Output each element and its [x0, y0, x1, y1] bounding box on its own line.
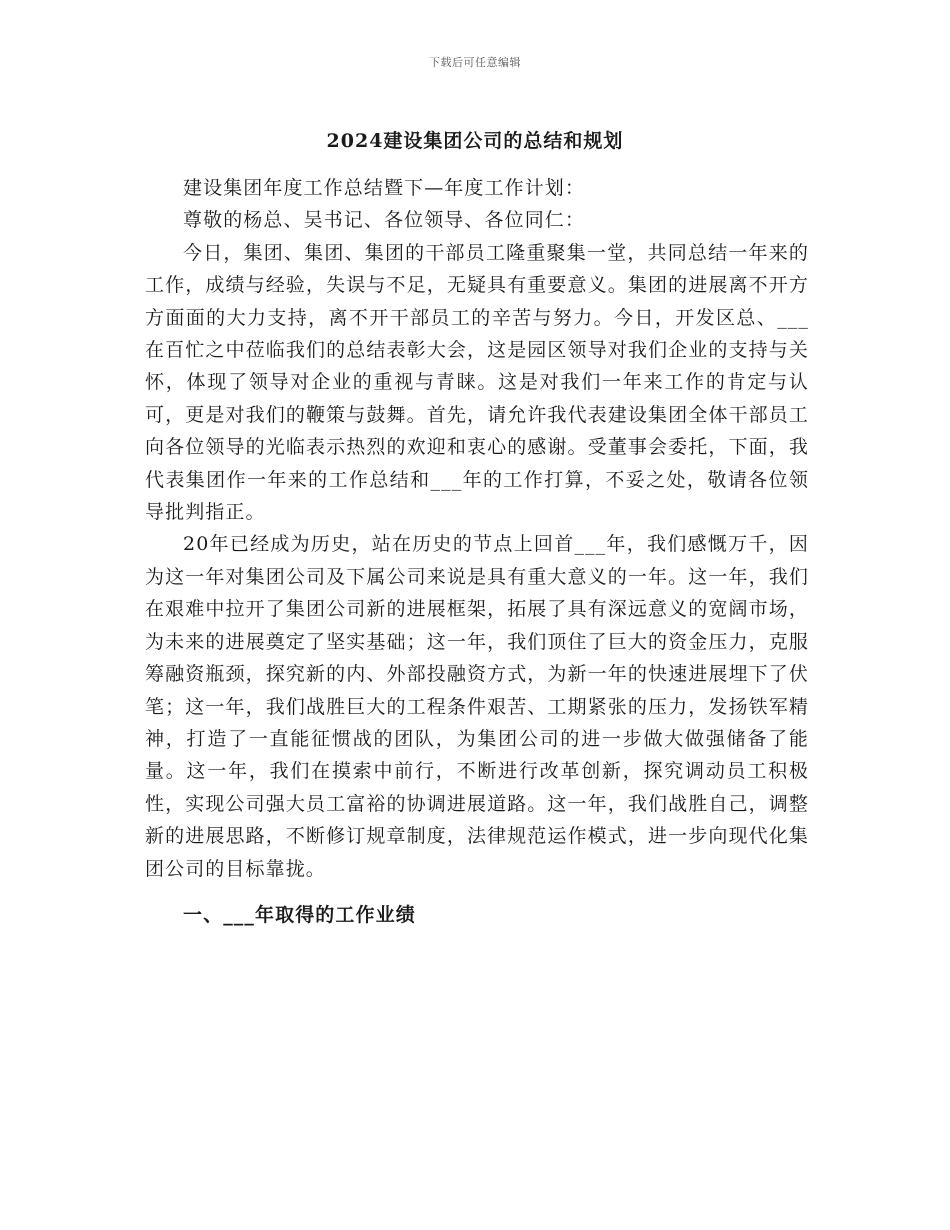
section-heading: 一、___年取得的工作业绩	[183, 903, 416, 926]
document-title: 2024建设集团公司的总结和规划	[326, 130, 624, 152]
document-subtitle: 建设集团年度工作总结暨下—年度工作计划：	[183, 177, 586, 199]
header-note: 下载后可任意编辑	[429, 56, 521, 69]
paragraph-opening: 今日，集团、集团、集团的干部员工隆重聚集一堂，共同总结一年来的工作，成绩与经验，失误与不足，无疑具有重要意义。集团的进展离不开方方面面的大力支持，离不开干部员工的辛苦与努力。今日，开发区总、___在百忙之中莅临我们的总结表彰大会，这是园区领导对我们企业的支持与关怀，体现了领导对企业的重视与青睐。这是对我们一年来工作的肯定与认可，更是对我们的鞭策与鼓舞。首先，请允许我代表建设集团全体干部员工向各位领导的光临表示热烈的欢迎和衷心的感谢。受董事会委托，下面，我代表集团作一年来的工作总结和___年的工作打算，不妥之处，敬请各位领导批判指正。	[145, 241, 809, 524]
paragraph-review: 20年已经成为历史，站在历史的节点上回首___年，我们感慨万千，因为这一年对集团公司及下属公司来说是具有重大意义的一年。这一年，我们在艰难中拉开了集团公司新的进展框架，拓展了具有深远意义的宽阔市场，为未来的进展奠定了坚实基础；这一年，我们顶住了巨大的资金压力，克服筹融资瓶颈，探究新的内、外部投融资方式，为新一年的快速进展埋下了伏笔；这一年，我们战胜巨大的工程条件艰苦、工期紧张的压力，发扬铁军精神，打造了一直能征惯战的团队，为集团公司的进一步做大做强储备了能量。这一年，我们在摸索中前行，不断进行改革创新，探究调动员工积极性，实现公司强大员工富裕的协调进展道路。这一年，我们战胜自己，调整新的进展思路，不断修订规章制度，法律规范运作模式，进一步向现代化集团公司的目标靠拢。	[145, 533, 809, 880]
salutation: 尊敬的杨总、吴书记、各位领导、各位同仁：	[183, 209, 586, 232]
document-body	[145, 172, 809, 931]
